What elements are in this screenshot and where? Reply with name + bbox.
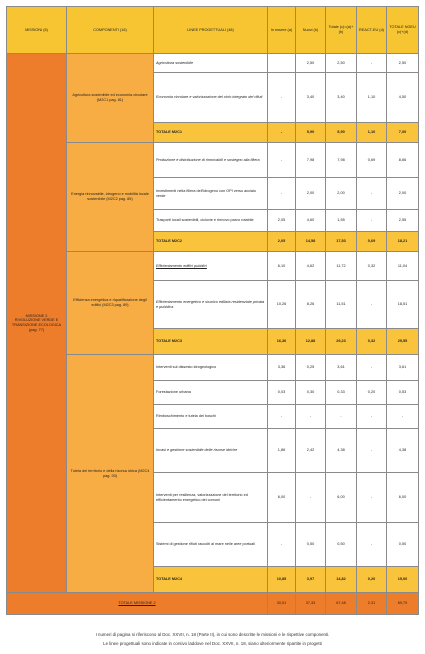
- value-react-eu: -: [357, 281, 387, 329]
- total-totale: 5,90: [326, 123, 357, 143]
- value-totale-ngeu: 2,55: [387, 210, 419, 232]
- line-item: Efficientamento edifici pubblici: [154, 252, 268, 281]
- value-in-essere: 10,26: [268, 281, 296, 329]
- header-in-essere: In essere (a): [268, 7, 296, 54]
- total-react-eu: 0,32: [357, 329, 387, 355]
- value-react-eu: -: [357, 355, 387, 381]
- value-in-essere: 3,36: [268, 355, 296, 381]
- value-in-essere: -: [268, 523, 296, 567]
- total-in-essere: 16,36: [268, 329, 296, 355]
- total-totale: 14,82: [326, 567, 357, 593]
- total-react-eu: 1,10: [357, 123, 387, 143]
- header-row: [7, 7, 419, 54]
- value-totale: 0,33: [326, 381, 357, 405]
- value-totale: 6,00: [326, 473, 357, 523]
- value-totale: -: [326, 405, 357, 429]
- total-totale: 17,53: [326, 232, 357, 252]
- total-in-essere: 2,05: [268, 232, 296, 252]
- header-missioni: MISSIONI (6): [7, 7, 67, 54]
- line-item: Economia circolare e valorizzazione del ciclo integrato dei rifiuti: [154, 73, 268, 123]
- funding-table: [6, 6, 419, 615]
- header-react-eu: REACT-EU (d): [357, 7, 387, 54]
- mission-page: (pag. 77): [28, 327, 45, 332]
- line-item: Interventi sul dissesto idrogeologico: [154, 355, 268, 381]
- value-react-eu: 0,69: [357, 143, 387, 178]
- value-totale-ngeu: 18,51: [387, 281, 419, 329]
- grand-total-totale: 67,48: [326, 593, 357, 615]
- value-totale: 2,50: [326, 54, 357, 73]
- value-react-eu: 0,20: [357, 381, 387, 405]
- total-totale-ngeu: 7,00: [387, 123, 419, 143]
- value-nuovi: 2,50: [296, 54, 326, 73]
- header-nuovi: Nuovi (b): [296, 7, 326, 54]
- total-in-essere: 10,85: [268, 567, 296, 593]
- value-totale: 1,55: [326, 210, 357, 232]
- line-item: Invasi e gestione sostenibile delle risorse idriche: [154, 429, 268, 473]
- header-linee: LINEE PROGETTUALI (48): [154, 7, 268, 54]
- line-item: Forestazione urbana: [154, 381, 268, 405]
- value-in-essere: 1,86: [268, 429, 296, 473]
- footnote-pages: I numeri di pagina si riferiscono al Doc. XXVII, n. 18 (Parte II), in cui sono descritte le missioni e le rispettive componenti.: [95, 632, 330, 637]
- value-in-essere: 0,03: [268, 381, 296, 405]
- table-row: [7, 143, 419, 178]
- value-totale-ngeu: 0,53: [387, 381, 419, 405]
- value-totale: 2,00: [326, 178, 357, 210]
- value-totale-ngeu: 0,50: [387, 523, 419, 567]
- value-nuovi: 4,62: [296, 252, 326, 281]
- total-totale-ngeu: 15,00: [387, 567, 419, 593]
- value-totale-ngeu: 4,38: [387, 429, 419, 473]
- value-totale: 7,98: [326, 143, 357, 178]
- value-in-essere: -: [268, 178, 296, 210]
- value-in-essere: 2,05: [268, 210, 296, 232]
- value-react-eu: -: [357, 178, 387, 210]
- value-in-essere: 6,00: [268, 473, 296, 523]
- total-react-eu: 0,20: [357, 567, 387, 593]
- total-label: TOTALE M2C1: [154, 123, 268, 143]
- value-in-essere: -: [268, 143, 296, 178]
- line-item: Efficientamento energetico e sismico edilizia residenziale privata e pubblica: [154, 281, 268, 329]
- total-totale: 29,23: [326, 329, 357, 355]
- footnote-italics: Le linee progettuali sono indicate in corsivo laddove nel Doc. XXVII, n. 18, siano ulteriormente ripartite in progetti: [103, 641, 322, 646]
- total-label: TOTALE M2C4: [154, 567, 268, 593]
- total-label: TOTALE M2C3: [154, 329, 268, 355]
- component-m2c3: Efficienza energetica e riqualificazione degli edifici (M2C3 pag. 89): [67, 252, 154, 355]
- total-nuovi: 5,90: [296, 123, 326, 143]
- value-totale-ngeu: 2,00: [387, 178, 419, 210]
- component-m2c2: Energia rinnovabile, idrogeno e mobilità locale sostenibile (M2C2 pag. 85): [67, 143, 154, 252]
- grand-total-totale-ngeu: 69,79: [387, 593, 419, 615]
- value-totale: 4,38: [326, 429, 357, 473]
- mission-title: MISSIONE 2: [25, 313, 48, 318]
- total-in-essere: -: [268, 123, 296, 143]
- value-totale-ngeu: 6,00: [387, 473, 419, 523]
- line-item: Sistemi di gestione rifiuti raccolti al mare nelle aree portuali: [154, 523, 268, 567]
- value-totale-ngeu: 8,66: [387, 143, 419, 178]
- line-item: Rimboschimento e tutela dei boschi: [154, 405, 268, 429]
- value-in-essere: 6,10: [268, 252, 296, 281]
- value-nuovi: 8,26: [296, 281, 326, 329]
- grand-total-react-eu: 2,31: [357, 593, 387, 615]
- total-nuovi: 3,97: [296, 567, 326, 593]
- mission-cell: [7, 54, 67, 593]
- value-nuovi: 4,60: [296, 210, 326, 232]
- component-m2c1: Agricoltura sostenibile ed economia circolare (M2C1 pag. 81): [67, 54, 154, 143]
- value-totale-ngeu: 11,04: [387, 252, 419, 281]
- grand-total-label-cell: [7, 593, 268, 615]
- grand-total-row: [7, 593, 419, 615]
- value-react-eu: 1,10: [357, 73, 387, 123]
- value-totale: 11,51: [326, 281, 357, 329]
- mission-subtitle: RIVOLUZIONE VERDE E TRANSIZIONE ECOLOGICA: [11, 318, 62, 327]
- value-nuovi: 0,30: [296, 381, 326, 405]
- value-totale: 3,61: [326, 355, 357, 381]
- line-item: Trasporti locali sostenibili, ciclovie e rinnovo parco rotabile: [154, 210, 268, 232]
- value-nuovi: -: [296, 405, 326, 429]
- value-totale-ngeu: 4,50: [387, 73, 419, 123]
- grand-total-nuovi: 37,33: [296, 593, 326, 615]
- total-label: TOTALE M2C2: [154, 232, 268, 252]
- value-totale: 11,72: [326, 252, 357, 281]
- value-react-eu: -: [357, 405, 387, 429]
- line-item: Interventi per resilienza, valorizzazione del territorio ed efficientamento energetico dei comuni: [154, 473, 268, 523]
- grand-total-in-essere: 30,51: [268, 593, 296, 615]
- value-react-eu: -: [357, 473, 387, 523]
- value-nuovi: -: [296, 473, 326, 523]
- table-row: [7, 252, 419, 281]
- value-in-essere: [268, 54, 296, 73]
- line-item: Produzione e distribuzione di rinnovabili e sostegno alla filiera: [154, 143, 268, 178]
- total-react-eu: 0,69: [357, 232, 387, 252]
- value-totale: 3,40: [326, 73, 357, 123]
- value-react-eu: -: [357, 429, 387, 473]
- value-nuovi: 7,98: [296, 143, 326, 178]
- header-totale-ngeu: TOTALE NGEU (c)+(d): [387, 7, 419, 54]
- value-in-essere: -: [268, 73, 296, 123]
- total-totale-ngeu: 18,21: [387, 232, 419, 252]
- grand-total-label: TOTALE MISSIONE 2: [118, 601, 156, 606]
- header-totale: Totale (c)=(a)+(b): [326, 7, 357, 54]
- line-item: Agricoltura sostenibile: [154, 54, 268, 73]
- value-nuovi: 2,00: [296, 178, 326, 210]
- value-react-eu: -: [357, 523, 387, 567]
- value-totale-ngeu: 2,50: [387, 54, 419, 73]
- total-nuovi: 14,58: [296, 232, 326, 252]
- total-nuovi: 12,88: [296, 329, 326, 355]
- value-in-essere: -: [268, 405, 296, 429]
- value-react-eu: -: [357, 210, 387, 232]
- table-row: [7, 54, 419, 73]
- value-nuovi: 2,42: [296, 429, 326, 473]
- total-totale-ngeu: 29,55: [387, 329, 419, 355]
- value-react-eu: 0,32: [357, 252, 387, 281]
- value-nuovi: 0,50: [296, 523, 326, 567]
- value-nuovi: 0,25: [296, 355, 326, 381]
- component-m2c4: Tutela del territorio e della risorsa idrica (M2C4 pag. 93): [67, 355, 154, 593]
- value-nuovi: 3,40: [296, 73, 326, 123]
- table-row: [7, 355, 419, 381]
- value-react-eu: -: [357, 54, 387, 73]
- value-totale-ngeu: 3,61: [387, 355, 419, 381]
- header-componenti: COMPONENTI (16): [67, 7, 154, 54]
- value-totale: 0,50: [326, 523, 357, 567]
- line-item: Investimenti nella filiera dell'idrogeno con OPI verso acciaio verde: [154, 178, 268, 210]
- value-totale-ngeu: -: [387, 405, 419, 429]
